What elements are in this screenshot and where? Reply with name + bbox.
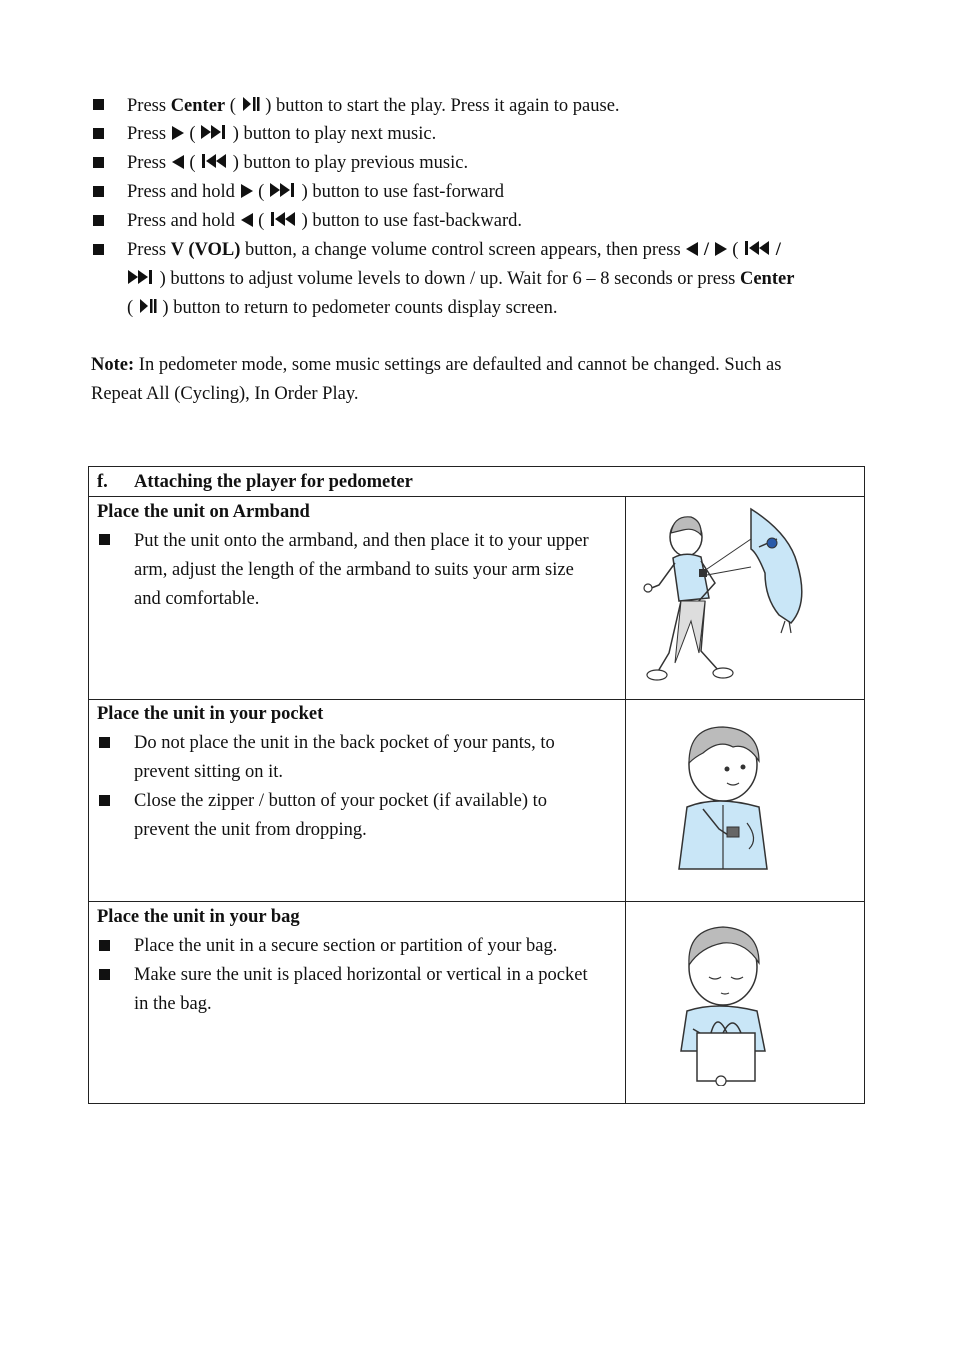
text: ( — [727, 240, 744, 260]
text: ) button to use fast-backward. — [296, 211, 522, 231]
text: ) button to use fast-forward — [296, 182, 505, 202]
armband-text-2: arm, adjust the length of the armband to suits your arm size — [134, 560, 574, 580]
text: button, a change volume control screen appears, then press — [240, 240, 686, 260]
attach-table — [88, 466, 865, 1104]
bullet-next — [127, 122, 436, 146]
next-track-icon — [200, 123, 228, 141]
bullet-fast-forward — [127, 180, 504, 204]
text: Press — [127, 240, 171, 260]
play-pause-icon — [241, 95, 261, 113]
text: ( — [184, 124, 201, 144]
bag-text-2: Make sure the unit is placed horizontal or vertical in a pocket — [134, 965, 588, 985]
slash: / — [771, 240, 781, 260]
bullet-volume — [127, 238, 781, 262]
bullet-marker — [99, 534, 110, 545]
note-label: Note: — [91, 355, 135, 375]
left-arrow-icon — [240, 212, 254, 228]
bullet-marker — [93, 215, 104, 226]
center-label: Center — [170, 96, 226, 116]
next-track-icon — [269, 181, 297, 199]
text: Press and hold — [127, 211, 240, 231]
previous-track-icon — [200, 152, 228, 170]
row-title-bag: Place the unit in your bag — [97, 907, 300, 927]
pocket-text-1: Do not place the unit in the back pocket of your pants, to — [134, 733, 555, 753]
bullet-marker — [93, 99, 104, 110]
bullet-marker — [99, 969, 110, 980]
right-arrow-icon — [714, 241, 728, 257]
pocket-text-3: Close the zipper / button of your pocket (if available) to — [134, 791, 548, 811]
bag-text-1: Place the unit in a secure section or partition of your bag. — [134, 936, 558, 956]
bullet-marker — [93, 186, 104, 197]
divider — [89, 901, 864, 902]
bullet-marker — [99, 737, 110, 748]
bullet-marker — [99, 795, 110, 806]
text: ) buttons to adjust volume levels to down / up. Wait for 6 – 8 seconds or press — [155, 269, 740, 289]
text: ) button to play next music. — [228, 124, 437, 144]
text: ) button to return to pedometer counts display screen. — [157, 298, 558, 318]
text: ( — [225, 96, 236, 116]
right-arrow-icon — [171, 125, 185, 141]
text: ) button to play previous music. — [228, 153, 469, 173]
note-line-1 — [91, 353, 781, 377]
text: ( — [127, 298, 138, 318]
center-label: Center — [739, 269, 795, 289]
text: ( — [253, 182, 269, 202]
note-line-2: Repeat All (Cycling), In Order Play. — [91, 384, 359, 404]
bullet-marker — [99, 940, 110, 951]
bullet-volume-cont-2 — [127, 296, 558, 320]
left-arrow-icon — [171, 154, 185, 170]
row-title-armband: Place the unit on Armband — [97, 502, 310, 522]
bullet-marker — [93, 244, 104, 255]
bullet-marker — [93, 128, 104, 139]
bullet-marker — [93, 157, 104, 168]
next-track-icon — [127, 268, 155, 286]
bag-text-3: in the bag. — [134, 994, 212, 1014]
divider — [89, 496, 864, 497]
text: ) button to start the play. Press it again to pause. — [260, 96, 620, 116]
play-pause-icon — [138, 297, 158, 315]
armband-text-3: and comfortable. — [134, 589, 260, 609]
text: Press — [127, 96, 171, 116]
row-title-pocket: Place the unit in your pocket — [97, 704, 324, 724]
text: ( — [184, 153, 201, 173]
vol-label: V (VOL) — [170, 240, 241, 260]
armband-walker-illustration — [639, 503, 819, 688]
text: ( — [253, 211, 269, 231]
section-letter: f. — [97, 472, 108, 492]
pocket-text-2: prevent sitting on it. — [134, 762, 284, 782]
bullet-fast-backward — [127, 209, 522, 233]
text: Press — [127, 153, 171, 173]
divider — [625, 497, 626, 1103]
bullet-previous — [127, 151, 468, 175]
pocket-text-4: prevent the unit from dropping. — [134, 820, 367, 840]
bullet-play-pause — [127, 94, 620, 118]
text: In pedometer mode, some music settings are defaulted and cannot be changed. Such as — [134, 355, 782, 375]
bullet-volume-cont-1 — [127, 267, 794, 291]
previous-track-icon — [269, 210, 297, 228]
right-arrow-icon — [240, 183, 254, 199]
section-title: Attaching the player for pedometer — [134, 472, 413, 492]
text: Press and hold — [127, 182, 240, 202]
left-arrow-icon — [685, 241, 699, 257]
text: Press — [127, 124, 171, 144]
bag-person-illustration — [667, 921, 777, 1086]
slash: / — [699, 240, 714, 260]
pocket-person-illustration — [667, 719, 777, 879]
previous-track-icon — [743, 239, 771, 257]
armband-text-1: Put the unit onto the armband, and then place it to your upper — [134, 531, 589, 551]
